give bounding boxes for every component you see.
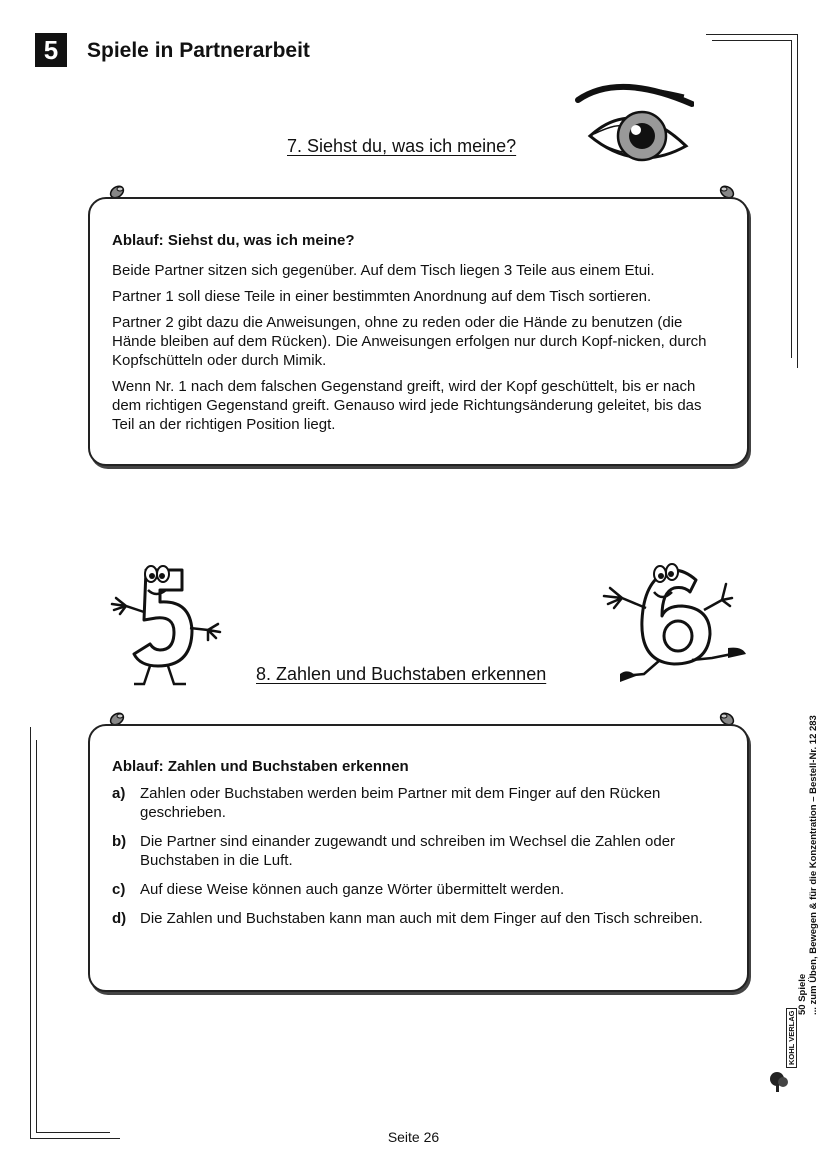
- frame-top-right-outer: [706, 34, 798, 35]
- section-7-paragraph: Beide Partner sitzen sich gegenüber. Auf dem Tisch liegen 3 Teile aus einem Etui.: [112, 262, 655, 279]
- tree-logo-icon: [768, 1070, 790, 1094]
- section-7-paragraph: Partner 1 soll diese Teile in einer bestimmten Anordnung auf dem Tisch sortieren.: [112, 288, 652, 305]
- eye-illustration: [574, 74, 694, 168]
- chapter-number-badge: 5: [35, 33, 67, 67]
- section-7-title: 7. Siehst du, was ich meine?: [287, 136, 517, 156]
- list-item-marker: a): [112, 785, 126, 802]
- cartoon-five-illustration: [104, 562, 226, 688]
- frame-top-right-inner: [712, 40, 792, 41]
- section-7-heading: Ablauf: Siehst du, was ich meine?: [112, 232, 355, 249]
- frame-left-outer: [30, 727, 31, 1139]
- section-7-paragraph: Wenn Nr. 1 nach dem falschen Gegenstand greift, wird der Kopf geschüttelt, bis er nach dem richtigen Gegenstand greift. Genauso wird jede Richtungsänderung geleitet, bis das Teil an der richtigen Position liegt.: [112, 378, 702, 433]
- list-item-text: Zahlen oder Buchstaben werden beim Partner mit dem Finger auf den Rücken geschrieben.: [140, 785, 661, 821]
- list-item-text: Auf diese Weise können auch ganze Wörter übermittelt werden.: [140, 881, 565, 898]
- list-item-marker: b): [112, 833, 127, 850]
- section-8-card: [88, 724, 749, 992]
- list-item-marker: d): [112, 910, 127, 927]
- section-8-heading: Ablauf: Zahlen und Buchstaben erkennen: [112, 758, 409, 775]
- frame-right-outer: [797, 34, 798, 368]
- section-8-title: 8. Zahlen und Buchstaben erkennen: [256, 664, 547, 684]
- page-number: Seite 26: [387, 1129, 440, 1145]
- frame-right-inner: [791, 40, 792, 358]
- section-7-card: [88, 197, 749, 466]
- list-item: [112, 832, 725, 870]
- chapter-title: Spiele in Partnerarbeit: [87, 39, 310, 62]
- section-7-paragraph: Partner 2 gibt dazu die Anweisungen, ohne zu reden oder die Hände zu benutzen (die Hände bleiben auf dem Rücken). Die Anweisungen erfolgen nur durch Kopf-nicken, durch Kopfschütteln oder durch Mimik.: [112, 314, 707, 369]
- cartoon-six-illustration: [600, 558, 750, 686]
- list-item: [112, 784, 725, 822]
- book-info-vertical: [797, 715, 819, 1015]
- publisher-logo: KOHL VERLAG: [786, 1008, 797, 1068]
- book-title-line: 50 Spiele: [797, 973, 808, 1015]
- frame-left-inner: [36, 740, 37, 1133]
- list-item-marker: c): [112, 881, 126, 898]
- book-subtitle-line: ... zum Üben, Bewegen & für die Konzentration – Bestell-Nr. 12 283: [808, 715, 819, 1015]
- list-item-text: Die Partner sind einander zugewandt und schreiben im Wechsel die Zahlen oder Buchstaben in die Luft.: [140, 833, 676, 869]
- list-item: [112, 880, 725, 899]
- section-8-list: [112, 784, 725, 928]
- list-item-text: Die Zahlen und Buchstaben kann man auch mit dem Finger auf den Tisch schreiben.: [140, 910, 703, 927]
- list-item: [112, 909, 725, 928]
